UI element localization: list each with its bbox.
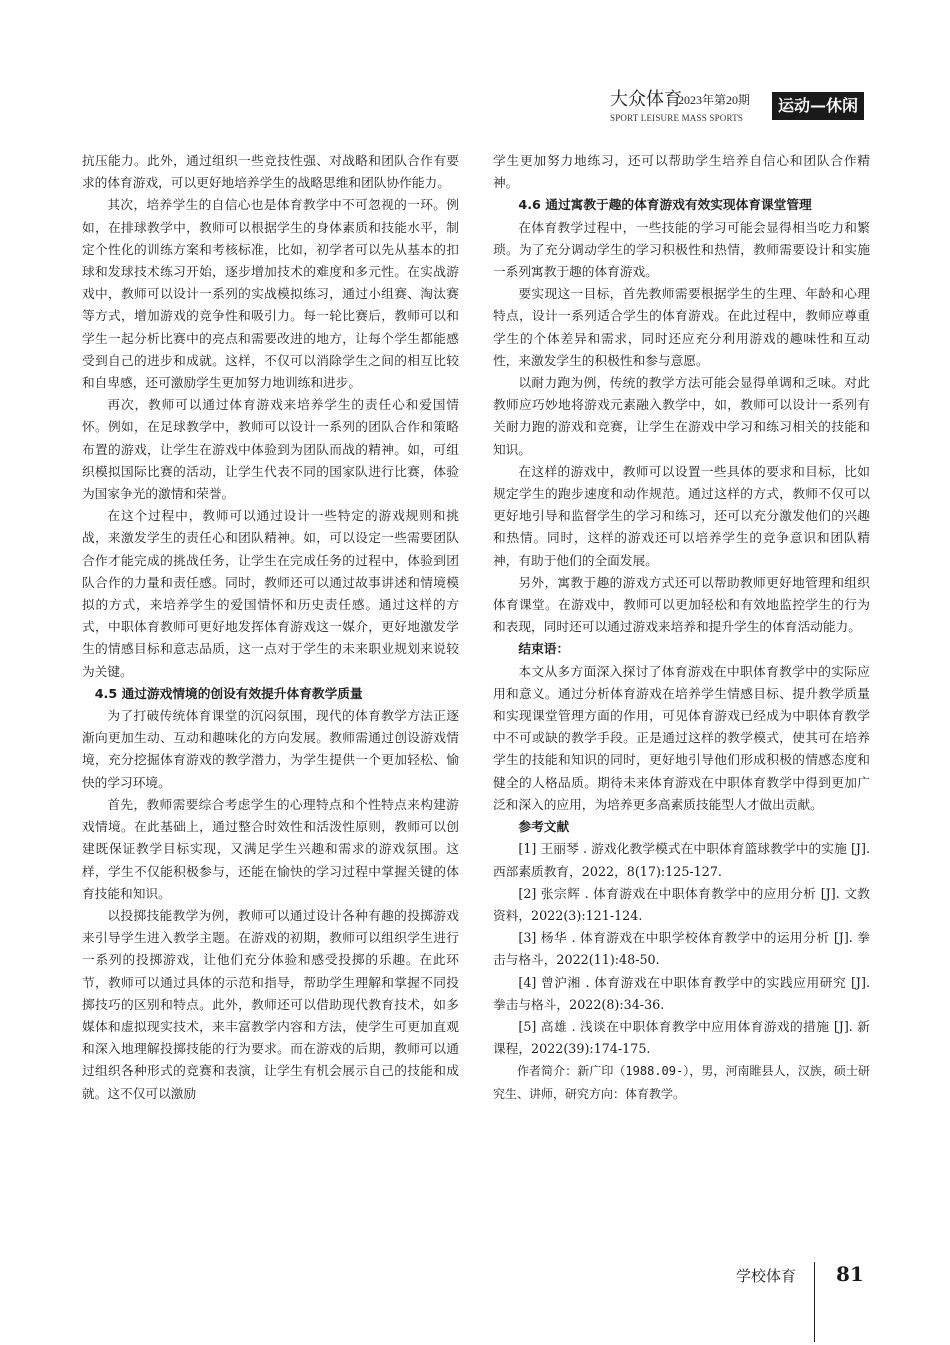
conclusion-paragraph: 本文从多方面深入探讨了体育游戏在中职体育教学中的实际应用和意义。通过分析体育游戏在培养学生情感目标、提升教学质量和实现课堂管理方面的作用，可见体育游戏已经成为中职体育教学中不可或缺的教学手段。正是通过这样的教学模式，使其可在培养学生的技能和知识的同时，更好地引导他们形成积极的情感态度和健全的人格品质。期待未来体育游戏在中职体育教学中得到更加广泛和深入的应用，为培养更多高素质技能型人才做出贡献。	[493, 663, 870, 812]
paragraph: 再次，教师可以通过体育游戏来培养学生的责任心和爱国情怀。例如，在足球教学中，教师可以设计一系列的团队合作和策略布置的游戏，让学生在游戏中体验到为团队而战的精神。如，可组织模拟国际比赛的活动，让学生代表不同的国家队进行比赛，体验为国家争光的激情和荣誉。	[82, 397, 459, 502]
paragraph: 首先，教师需要综合考虑学生的心理特点和个性特点来构建游戏情境。在此基础上，通过整合时效性和活泼性原则，教师可以创建既保证教学目标实现，又满足学生兴趣和需求的游戏氛围。这样，学生不仅能积极参与，还能在愉快的学习过程中掌握关键的体育技能和知识。	[82, 796, 459, 901]
footer-section-label: 学校体育	[736, 1267, 797, 1285]
section-tag: 运动—休闲	[772, 92, 864, 120]
reference-item: [1] 王丽琴 . 游戏化教学模式在中职体育篮球教学中的实施 [J]. 西部素质教育，2022，8(17):125-127.	[493, 841, 870, 879]
reference-item: [3] 杨华 . 体育游戏在中职学校体育教学中的运用分析 [J]. 拳击与格斗，2022(11):48-50.	[493, 930, 870, 968]
references-heading: 参考文献	[518, 819, 570, 835]
magazine-title: 大众体育	[610, 89, 682, 109]
paragraph: 另外，寓教于趣的游戏方式还可以帮助教师更好地管理和组织体育课堂。在游戏中，教师可以更加轻松和有效地监控学生的行为和表现，同时还可以通过游戏来培养和提升学生的体育活动能力。	[493, 574, 870, 635]
right-column	[493, 150, 870, 1105]
paragraph: 为了打破传统体育课堂的沉闷氛围，现代的体育教学方法正逐渐向更加生动、互动和趣味化的方向发展。教师需通过创设游戏情境，充分挖掘体育游戏的教学潜力，为学生提供一个更加轻松、愉快的学习环境。	[82, 708, 459, 790]
paragraph: 抗压能力。此外，通过组织一些竞技性强、对战略和团队合作有要求的体育游戏，可以更好地培养学生的战略思维和团队协作能力。	[82, 153, 459, 191]
footer-divider	[814, 1262, 815, 1342]
reference-item: [4] 曾沪湘 . 体育游戏在中职体育教学中的实践应用研究 [J]. 拳击与格斗，2022(8):34-36.	[493, 974, 870, 1012]
reference-item: [2] 张宗辉 . 体育游戏在中职体育教学中的应用分析 [J]. 文教资料，2022(3):121-124.	[493, 885, 870, 923]
reference-item: [5] 高雄 . 浅谈在中职体育教学中应用体育游戏的措施 [J]. 新课程，2022(39):174-175.	[493, 1018, 870, 1057]
paragraph: 在这个过程中，教师可以通过设计一些特定的游戏规则和挑战，来激发学生的责任心和团队精神。如，可以设定一些需要团队合作才能完成的挑战任务，让学生在完成任务的过程中，体验到团队合作的力量和责任感。同时，教师还可以通过故事讲述和情境模拟的方式，来培养学生的爱国情怀和历史责任感。通过这样的方式，中职体育教师可更好地发挥体育游戏这一媒介，更好地激发学生的情感目标和意志品质，这一点对于学生的未来职业规划来说较为关键。	[82, 508, 459, 679]
section-heading-4-6: 4.6 通过寓教于趣的体育游戏有效实现体育课堂管理	[518, 197, 812, 213]
magazine-english-title: SPORT LEISURE MASS SPORTS	[610, 113, 744, 123]
left-column	[82, 150, 459, 1105]
running-header	[610, 88, 868, 128]
paragraph: 要实现这一目标，首先教师需要根据学生的生理、年龄和心理特点，设计一系列适合学生的体育游戏。在此过程中，教师应尊重学生的个体差异和需求，同时还应充分利用游戏的趣味性和互动性，来激发学生的积极性和参与意愿。	[493, 286, 870, 368]
issue-number: 2023年第20期	[678, 93, 751, 107]
conclusion-heading: 结束语：	[518, 641, 570, 657]
paragraph: 以耐力跑为例，传统的教学方法可能会显得单调和乏味。对此教师应巧妙地将游戏元素融入教学中，如，教师可以设计一系列有关耐力跑的游戏和竞赛，让学生在游戏中学习和练习相关的技能和知识。	[493, 375, 870, 457]
reference-list	[493, 838, 870, 1060]
section-heading-4-5: 4.5 通过游戏情境的创设有效提升体育教学质量	[94, 685, 363, 701]
paragraph: 其次，培养学生的自信心也是体育教学中不可忽视的一环。例如，在排球教学中，教师可以根据学生的身体素质和技能水平，制定个性化的训练方案和考核标准，比如，初学者可以先从基本的扣球和发球技术练习开始，逐步增加技术的难度和多元性。在实战游戏中，教师可以设计一系列的实战模拟练习，通过小组赛、淘汰赛等方式，增加游戏的竞争性和吸引力。每一轮比赛后，教师可以和学生一起分析比赛中的亮点和需要改进的地方，让每个学生都能感受到自己的进步和成就。这样，不仅可以消除学生之间的相互比较和自卑感，还可激励学生更加努力地训练和进步。	[82, 197, 459, 391]
paragraph: 以投掷技能教学为例，教师可以通过设计各种有趣的投掷游戏来引导学生进入教学主题。在游戏的初期，教师可以组织学生进行一系列的投掷游戏，让他们充分体验和感受投掷的乐趣。在此环节，教师可以通过具体的示范和指导，帮助学生理解和掌握不同投掷技巧的区别和特点。此外，教师还可以借助现代教育技术，如多媒体和虚拟现实技术，来丰富教学内容和方法，使学生可更加直观和深入地理解投掷技能的行为要求。而在游戏的后期，教师可以通过组织各种形式的竞赛和表演，让学生有机会展示自己的技能和成就。这不仅可以激励	[82, 907, 459, 1101]
author-bio: 作者简介：新广印（1988.09-），男，河南睢县人，汉族，硕士研究生、讲师，研究方向：体育教学。	[493, 1064, 870, 1101]
paragraph: 学生更加努力地练习，还可以帮助学生培养自信心和团队合作精神。	[493, 153, 870, 191]
paragraph: 在体育教学过程中，一些技能的学习可能会显得相当吃力和繁琐。为了充分调动学生的学习积极性和热情，教师需要设计和实施一系列寓教于趣的体育游戏。	[493, 219, 870, 280]
page-number: 81	[836, 1262, 864, 1286]
paragraph: 在这样的游戏中，教师可以设置一些具体的要求和目标，比如规定学生的跑步速度和动作规范。通过这样的方式，教师不仅可以更好地引导和监督学生的学习和练习，还可以充分激发他们的兴趣和热情。同时，这样的游戏还可以培养学生的竞争意识和团队精神，有助于他们的全面发展。	[493, 463, 870, 568]
